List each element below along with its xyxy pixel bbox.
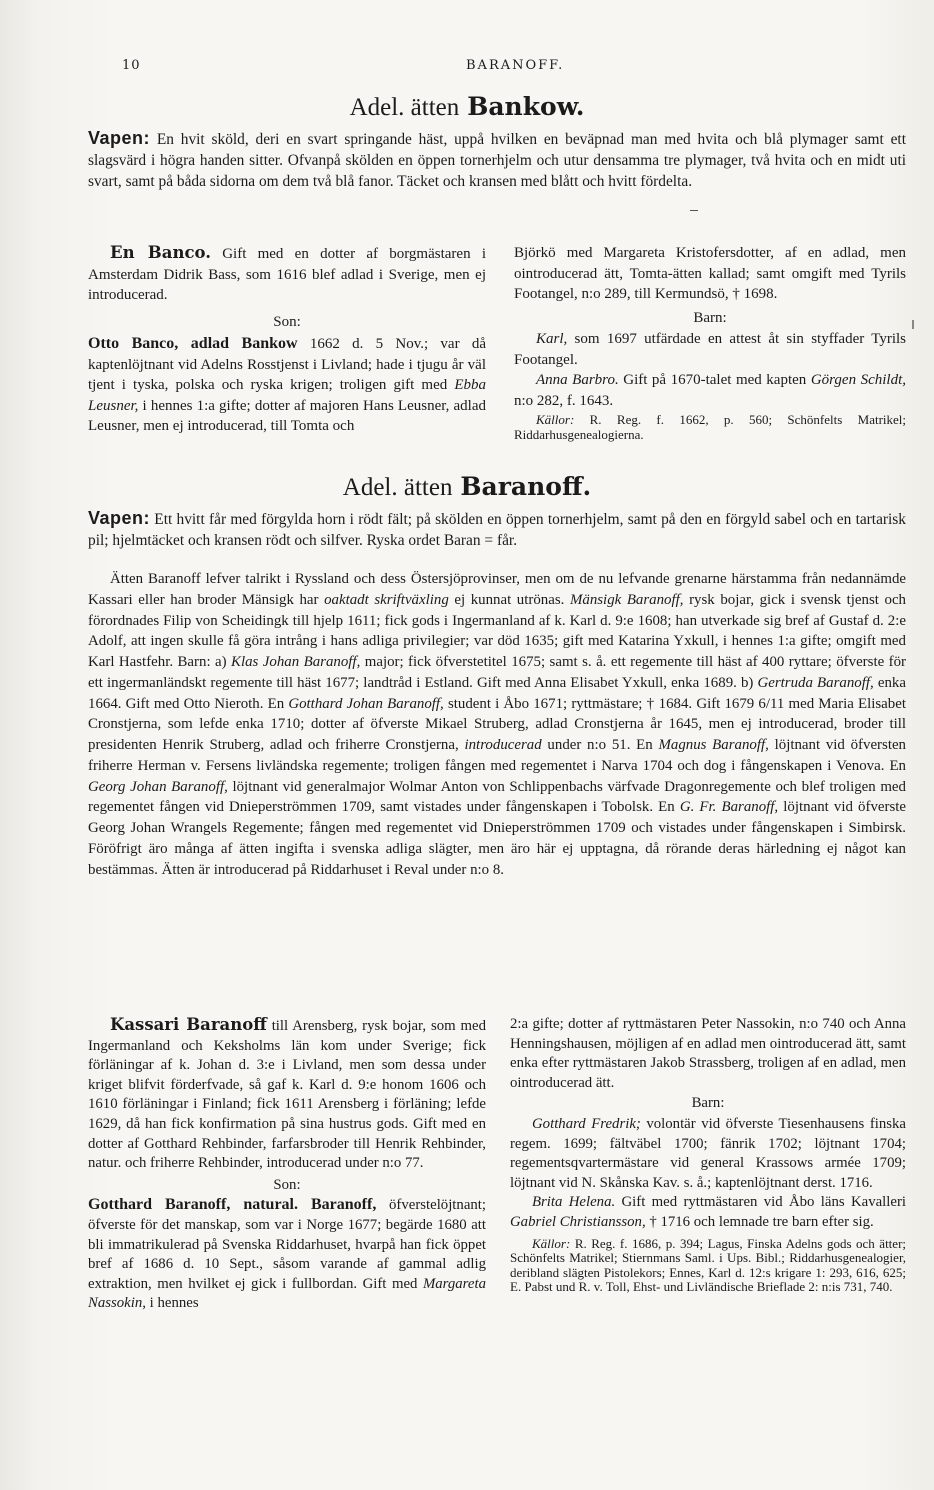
intro-italic: Georg Johan Baranoff, (88, 778, 228, 795)
intro-text: löjtnant vid öfverste Georg Johan Wrangels Regemente; fången med regementet vid Dnieperströmmen 1709 och vistades under fångenskapen i Simbirsk. Föröfrigt äro många af ätten ingifta i svenska adliga slägter, men äro här ej upptagna, då rörande deras härledning ej något kan bestämmas. Ätten är introducerad på Riddarhuset i Reval under n:o 8. (88, 799, 906, 878)
margin-mark (912, 320, 914, 329)
intro-text: löjtnant vid generalmajor Wolmar Anton von Schlippenbachs värfvade Dragonregemente och blef troligen med regementet fången vid Dnieperströmmen 1709, samt vistades under fångenskapen i Tobolsk. En (88, 778, 906, 816)
intro-text: rysk bojar, gick i svensk tjenst och förordnades Filip von Scheidingk till hjelp 1611; fick gods i Ingermanland af k. Karl d. 9:e 1608; han utverkade sig bref af Gustaf d. 2:e Adolf, att ingen skulle få göra intrång i hans adliga privilegier; var död 1635; gift med Katarina Yxkull, i hennes 1:a gifte; omgift med Karl Hastfehr. Barn: a) (88, 591, 907, 670)
person-text-a: var då kaptenlöjtnant vid Adelns Rosstjenst i Livland; hade i tjugu år väl tjent i tyska, polska och ryska krigen; troligen gift med (88, 336, 486, 393)
son-label: Son: (273, 313, 301, 330)
intro-italic: Klas Johan Baranoff, (231, 654, 361, 670)
intro-italic: Magnus Baranoff, (658, 737, 769, 753)
title-prefix: Adel. ätten (342, 474, 453, 501)
child-text-a: Gift med ryttmästaren vid Åbo läns Kavalleri (621, 1194, 906, 1211)
entry-name-banco: En Banco. (110, 243, 211, 262)
barn-label: Barn: (693, 309, 727, 326)
intro-italic: Gotthard Johan Baranoff, (288, 695, 444, 712)
intro-text: student i Åbo 1671; ryttmästare; † 1684. Gift 1679 6/11 med Maria Elisabet Cronstjerna, som lefde enka 1710; dotter af öfverste Mikael Struberg, adlad Cronstjerna år 1645, men ej introducerad, broder till presidenten Henrik Struberg, adlad och friherre Cronstjerna, (88, 695, 906, 753)
person-dates: 1662 d. 5 Nov.; (309, 336, 429, 352)
baranoff-intro (88, 569, 906, 880)
intro-italic: G. Fr. Baranoff, (679, 799, 779, 816)
entry-text: Gift med en dotter af borgmästaren i Amsterdam Didrik Bass, som 1616 blef adlad i Sverige, men ej introducerad. (88, 246, 486, 303)
child-name: Karl, (536, 331, 568, 347)
intro-text: löjtnant vid öfversten friherre Herman v. Fersens livländska regemente; troligen fången med regementet i Narva 1704 och dog i fångenskapen i Venova. En (88, 737, 907, 774)
bankow-right-column (514, 243, 906, 442)
baranoff-left-column (88, 1015, 486, 1314)
child-text-b: n:o 282, f. 1643. (514, 392, 614, 409)
vapen-text: En hvit sköld, deri en svart springande häst, uppå hvilken en beväpnad man med hvita och blå plymager samt ett slagsvärd i högra handen sitter. Ofvanpå skölden en öppen tornerhjelm och utur densamma tre plymager, två hvita och en midt uti svart, samt på båda sidorna om dem två blå fanor. Täcket och kransen med blått och hvitt fördelta. (88, 131, 906, 190)
child-text-a: Gift på 1670-talet med kapten (623, 372, 807, 388)
running-title: BARANOFF. (466, 58, 565, 73)
entry-text: till Arensberg, rysk bojar, som med Ingermanland och Keksholms län kom under Sverige; fick förläningar af k. Johan d. 3:e i Livland, men som dessa under kriget blifvit förderfvade, så gaf k. Karl d. 9:e honom 1606 och 1610 förläningar i Finland; fick 1611 Arensberg i förläning; lefde 1629, då han fick konfirmation på sina hustrus gods. Gift med en dotter af Gotthard Rehbinder, farfarsbroder till Henrik Rehbinder, natur. och friherre Rehbinder, introducerad under n:o 77. (88, 1018, 487, 1172)
intro-italic: introducerad (464, 737, 542, 753)
running-header (0, 58, 934, 80)
section-title-baranoff (0, 472, 934, 503)
person-name: Gotthard Baranoff, natural. Baranoff, (88, 1196, 377, 1214)
intro-text: under n:o 51. En (547, 737, 653, 753)
sources-label: Källor: (536, 412, 575, 427)
vapen-bankow (88, 128, 906, 193)
person-text-b: i hennes 1:a gifte; dotter af majoren Hans Leusner, adlad Leusner, men ej introducerad, till Tomta och (88, 397, 487, 434)
section-title-bankow (0, 92, 934, 123)
vapen-label: Vapen: (88, 128, 151, 148)
vapen-text: Ett hvitt får med förgylda horn i rödt fält; på skölden en öppen tornerhjelm, samt på den en förgyld sabel och en tartarisk pil; hjelmtäcket och kransen rödt och silfver. Ryska ordet Baran = får. (88, 511, 906, 549)
baranoff-right-column (510, 1015, 906, 1295)
child-text: som 1697 utfärdade en attest åt sin styffader Tyrils Footangel. (514, 331, 907, 368)
intro-text: enka 1664. Gift med Otto Nieroth. En (88, 674, 906, 712)
bankow-left-column (88, 243, 486, 437)
intro-italic: oaktadt skriftväxling (324, 591, 449, 608)
person-name: Otto Banco, adlad Bankow (88, 335, 298, 352)
vapen-baranoff (88, 508, 906, 552)
child-name: Brita Helena. (532, 1194, 616, 1211)
intro-text: ej kunnat utrönas. (454, 591, 565, 608)
husband-name: Gabriel Christiansson, (510, 1213, 646, 1230)
continued-text: 2:a gifte; dotter af ryttmästaren Peter Nassokin, n:o 740 och Anna Henningshausen, möjligen af en adlad men ointroducerad ätt, samt enka efter ryttmästaren Jakob Strassberg, troligen af en adlad, men ointroducerad ätt. (510, 1016, 906, 1091)
wife-name: Ebba Leusner, (88, 377, 487, 414)
title-name: Bankow. (467, 92, 585, 121)
intro-text: Ätten Baranoff lefver talrikt i Ryssland och dess Östersjöprovinser, men om de nu lefvande grenarne härstamma från nedannämde Kassari eller han broder Mänsigk har (88, 571, 906, 608)
wife-name: Margareta Nassokin, (88, 1275, 486, 1312)
person-text-b: i hennes (149, 1295, 199, 1312)
continued-text: Björkö med Margareta Kristofersdotter, af en adlad, men ointroducerad ätt, Tomta-ätten kallad; samt omgift med Tyrils Footangel, n:o 289, till Kermundsö, † 1698. (514, 245, 906, 302)
child-text: volontär vid öfverste Tiesenhausens finska regem. 1699; fältväbel 1700; fänrik 1702; löjtnant 1704; regementsqvartermästare vid general Krassows armée 1709; löjtnant vid N. Skånska Kav. s. å.; kaptenlöjtnant derst. 1716. (510, 1115, 906, 1191)
sources-label: Källor: (532, 1235, 571, 1251)
intro-italic: Mänsigk Baranoff, (569, 591, 684, 608)
intro-text: major; fick öfverstetitel 1675; samt s. å. ett regemente till häst af 400 ryttare; öfverste för ett ingermanländskt regemente till häst 1677; landtråd i Estland. Gift med Anna Elisabet Yxkull, enka 1689. b) (88, 654, 906, 691)
sources-text: R. Reg. f. 1686, p. 394; Lagus, Finska Adelns gods och ätter; Schönfelts Matrikel; Stiernmans Saml. i Ups. Bibl.; Riddarhusgenealogier, deribland slägten Pistolekors; Ennes, Karl d. 12:s krigare 1: 293, 616, 625; E. Pabst und R. v. Toll, Ehst- und Livländische Brieflade 2: n:is 731, 740. (510, 1235, 907, 1295)
child-name: Anna Barbro. (536, 372, 619, 388)
margin-dash (690, 210, 698, 211)
barn-label: Barn: (691, 1095, 725, 1112)
son-label: Son: (273, 1176, 301, 1193)
sources-text: R. Reg. f. 1662, p. 560; Schönfelts Matrikel; Riddarhusgenealogierna. (514, 412, 907, 442)
title-name: Baranoff. (460, 472, 592, 501)
page-number: 10 (122, 58, 141, 73)
person-text-a: öfverstelöjtnant; öfverste för det manskap, som var i Norge 1677; begärde 1680 att bli immatrikulerad på Svenska Riddarhuset, hvarpå han fick öppet bref af 1686 d. 10 Sept., såsom varande af gammal adlig extraktion, men hvilket ej gick i fullbordan. Gift med (88, 1197, 487, 1292)
entry-name-kassari: Kassari Baranoff (110, 1015, 267, 1034)
vapen-label: Vapen: (88, 508, 151, 528)
intro-italic: Gertruda Baranoff, (757, 674, 874, 691)
title-prefix: Adel. ätten (349, 94, 460, 121)
child-name: Gotthard Fredrik; (532, 1115, 641, 1132)
husband-name: Görgen Schildt, (810, 372, 907, 388)
child-text-b: † 1716 och lemnade tre barn efter sig. (649, 1213, 874, 1230)
